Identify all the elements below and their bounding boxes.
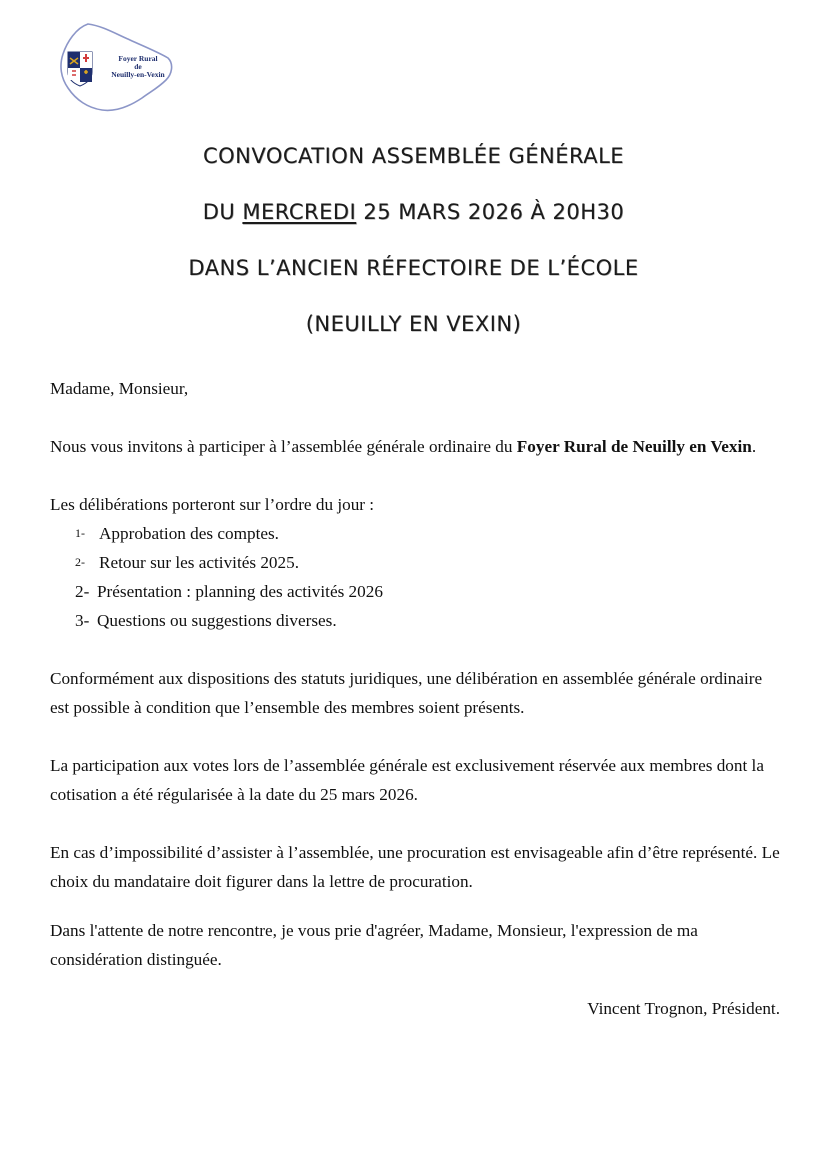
salutation: Madame, Monsieur, xyxy=(50,379,189,398)
association-name: Foyer Rural de Neuilly en Vexin xyxy=(516,437,752,456)
agenda-item-number: 2- xyxy=(75,582,90,601)
agenda-item-number: 3- xyxy=(75,611,90,630)
logo-line-1: Foyer Rural xyxy=(118,54,158,63)
agenda-item-text: Approbation des comptes. xyxy=(99,524,279,543)
proxy-paragraph: En cas d’impossibilité d’assister à l’assemblée, une procuration est envisageable afin d’être représenté. Le choix du mandataire doit figurer dans la lettre de procuration. xyxy=(50,843,780,891)
header-title: CONVOCATION ASSEMBLÉE GÉNÉRALE xyxy=(202,144,625,168)
header-location: DANS L’ANCIEN RÉFECTOIRE DE L’ÉCOLE xyxy=(188,256,639,280)
header-date xyxy=(0,196,827,252)
agenda-item-number: 2- xyxy=(75,555,85,569)
quorum-paragraph: Conformément aux dispositions des statuts juridiques, une délibération en assemblée générale ordinaire est possible à condition que l’ensemble des membres soient présents. xyxy=(50,669,763,717)
voting-paragraph: La participation aux votes lors de l’assemblée générale est exclusivement réservée aux membres dont la cotisation a été régularisée à la date du 25 mars 2026. xyxy=(50,756,764,804)
agenda-item xyxy=(50,577,780,606)
header-date-prefix: DU xyxy=(202,200,243,224)
logo-line-3: Neuilly-en-Vexin xyxy=(111,70,165,79)
logo-line-2: de xyxy=(134,62,142,71)
header-date-weekday: MERCREDI xyxy=(242,200,357,224)
logo-text xyxy=(100,55,176,79)
agenda-item-text: Retour sur les activités 2025. xyxy=(99,553,300,572)
header-town: (NEUILLY EN VEXIN) xyxy=(305,312,522,336)
closing-paragraph: Dans l'attente de notre rencontre, je vous prie d'agréer, Madame, Monsieur, l'expression de ma considération distinguée. xyxy=(50,921,698,969)
document-header xyxy=(0,140,827,364)
agenda-item xyxy=(50,548,780,577)
agenda-item xyxy=(50,519,780,548)
invitation-text: Nous vous invitons à participer à l’assemblée générale ordinaire du xyxy=(50,437,517,456)
invitation-paragraph xyxy=(50,432,780,461)
signature: Vincent Trognon, Président. xyxy=(587,999,780,1018)
agenda-item-number: 1- xyxy=(75,526,85,540)
agenda-intro: Les délibérations porteront sur l’ordre du jour : xyxy=(50,495,375,514)
header-date-suffix: 25 MARS 2026 À 20H30 xyxy=(356,200,625,224)
invitation-end: . xyxy=(751,437,757,456)
agenda-list xyxy=(50,519,780,635)
logo-shield-icon xyxy=(68,52,92,86)
letter-body xyxy=(50,374,780,1023)
agenda-item-text: Questions ou suggestions diverses. xyxy=(97,611,337,630)
agenda-item-text: Présentation : planning des activités 2026 xyxy=(97,582,383,601)
foyer-rural-logo xyxy=(58,22,176,114)
agenda-item xyxy=(50,606,780,635)
